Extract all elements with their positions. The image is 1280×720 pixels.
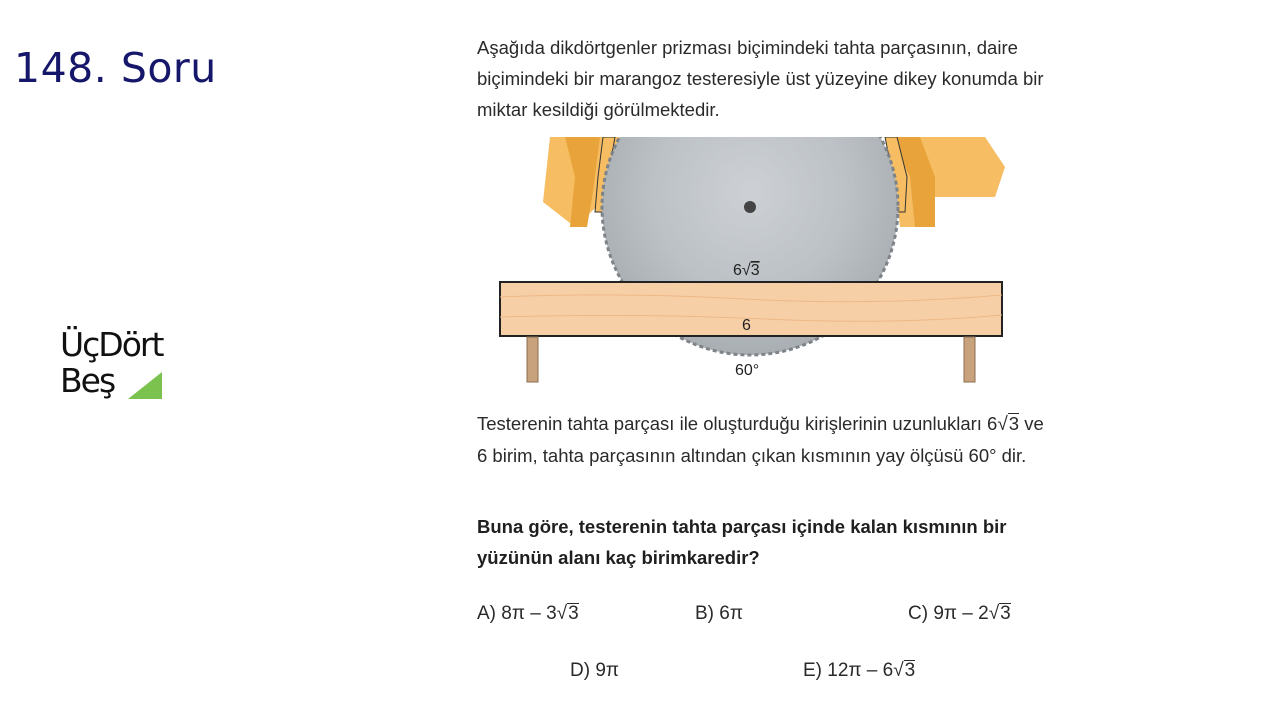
question-intro: Aşağıda dikdörtgenler prizması biçimindeki tahta parçasının, daire biçimindeki bir marangoz testeresiyle üst yüzeyine dikey konumda bir miktar kesildiği görülmektedir. (477, 37, 1044, 120)
option-d[interactable]: D) 9π (570, 660, 620, 681)
logo-line-1: ÜçDört (60, 325, 163, 364)
plank-leg-right (964, 337, 975, 382)
body-radicand: 3 (1008, 413, 1020, 434)
option-e[interactable]: E) 12π – 6√3 (803, 660, 916, 681)
question-number-title: 148. Soru (14, 44, 217, 92)
wood-plank (500, 282, 1002, 336)
option-b[interactable]: B) 6π (695, 603, 743, 624)
label-chord-mid: 6 (742, 317, 751, 334)
plank-leg-left (527, 337, 538, 382)
label-chord-top-rad: 3 (750, 262, 760, 279)
question-body: Testerenin tahta parçası ile oluşturduğu kirişlerinin uzunlukları 6√3 ve 6 birim, tahta parçasının altından çıkan kısmının yay ölçüsü 60° dir. (477, 413, 1044, 466)
label-chord-top-coef: 6 (733, 262, 742, 279)
svg-text:6√3: 6√3 (733, 262, 760, 279)
saw-diagram (495, 137, 1010, 387)
saw-hub-icon (744, 201, 756, 213)
label-arc-angle: 60° (735, 362, 760, 379)
option-c[interactable]: C) 9π – 2√3 (908, 603, 1011, 624)
logo-triangle-icon (128, 372, 162, 399)
saw-guard-right (885, 137, 1005, 227)
question-prompt: Buna göre, testerenin tahta parçası içinde kalan kısmının bir yüzünün alanı kaç birimkaredir? (477, 516, 1007, 568)
logo-line-2: Beş (60, 361, 115, 400)
option-a[interactable]: A) 8π – 3√3 (477, 603, 579, 624)
ucdortbes-logo (60, 325, 200, 408)
